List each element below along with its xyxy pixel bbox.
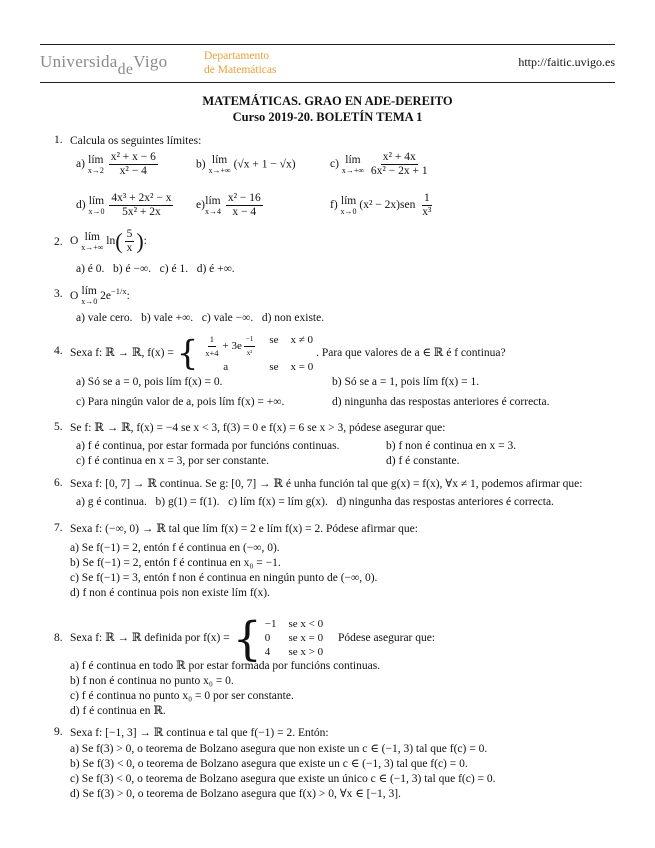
q6-text: Sexa f: [0, 7] → ℝ continua. Se g: [0, 7] → ℝ é unha función tal que g(x) = f(x), ∀x ≠ 1, podemos afirmar que: [70,478,583,490]
q1-a: a) lím x→2 $\frac{\text{x² + x − 6}}{\text{x² − 4}}$ [76,151,156,177]
q6-number: 6. [54,477,63,489]
q5-option-b: b) f non é continua en x = 3. [386,440,517,452]
q1-c: c) lím x→+∞ $\frac{\text{x² + 4x}}{\text{6x² − 2x + 1}}$ [330,151,428,177]
q7-text: Sexa f: (−∞, 0) → ℝ tal que lím f(x) = 2 e lím f(x) = 2. Pódese afirmar que: [70,523,418,535]
page-subtitle: Curso 2019-20. BOLETÍN TEMA 1 [232,110,423,124]
q9-option-d: d) Se f(3) > 0, o teorema de Bolzano asegura que f(x) > 0, ∀x ∈ [−1, 3]. [70,788,401,800]
q7-option-a: a) Se f(−1) = 2, entón f é continua en (−∞, 0). [70,542,280,554]
q7-option-c: c) Se f(−1) = 3, entón f non é continua en ningún punto de (−∞, 0). [70,572,378,584]
q2-options: a) é 0. b) é −∞. c) é 1. d) é +∞. [76,263,235,275]
q7-option-d: d) f non é continua pois non existe lím f(x). [70,587,270,599]
q7-number: 7. [54,522,63,534]
page-title: MATEMÁTICAS. GRAO EN ADE-DEREITO [202,94,453,108]
q4-option-a: a) Só se a = 0, pois lím f(x) = 0. [76,376,223,388]
q4-option-c: c) Para ningún valor de a, pois lím f(x) = +∞. [76,396,285,408]
q8-number: 8. [54,632,63,644]
header-top-rule [40,44,615,45]
q3-options: a) vale cero. b) vale +∞. c) vale −∞. d) non existe. [76,312,325,324]
university-logo: UniversidadeVigo [40,52,168,78]
q9-option-c: c) Se f(3) < 0, o teorema de Bolzano asegura que existe un único c ∈ (−1, 3) tal que f(c) = 0. [70,773,496,785]
q6-options: a) g é continua. b) g(1) = f(1). c) lím f(x) = lím g(x). d) ningunha das respostas anteriores é correcta. [76,496,554,508]
q7-option-b: b) Se f(−1) = 2, entón f é continua en x₀ = −1. [70,557,281,569]
q5-text: Se f: ℝ → ℝ, f(x) = −4 se x < 3, f(3) = 0 e f(x) = 6 se x > 3, pódese asegurar que: [70,422,446,434]
q1-f: f) lím x→0 (x² − 2x)sen $\frac{1}{\text{x³}}$ [330,192,432,218]
q9-option-b: b) Se f(3) < 0, o teorema de Bolzano asegura que existe un c ∈ (−1, 3) tal que f(c) = 0. [70,758,468,770]
faitic-url[interactable]: http://faitic.uvigo.es [518,55,615,69]
q2-number: 2. [54,236,63,248]
q8-option-d: d) f é continua en ℝ. [70,705,166,717]
q8-option-a: a) f é continua en todo ℝ por estar formada por funcións continuas. [70,660,381,672]
q2-text: O lím x→+∞ ln( $\frac{5}{x}$ ): [70,228,147,254]
q1-d: d) lím x→0 $\frac{\text{4x³ + 2x² − x}}{\text{5x² + 2x}}$ [76,192,172,218]
q9-text: Sexa f: [−1, 3] → ℝ continua e tal que f(−1) = 2. Entón: [70,727,329,739]
q1-number: 1. [54,134,63,146]
department-name: Departamento de Matemáticas [204,50,277,76]
q8-option-c: c) f é continua no punto x₀ = 0 por ser constante. [70,690,294,702]
q3-number: 3. [54,288,63,300]
q4-option-b: b) Só se a = 1, pois lím f(x) = 1. [332,376,480,388]
q1-text: Calcula os seguintes límites: [70,135,202,147]
q8-text: Sexa f: ℝ → ℝ definida por f(x) = { −1 se x < 0 0 se x = 0 4 se x > 0 Pódese asegurar que: [70,611,436,666]
q9-option-a: a) Se f(3) > 0, o teorema de Bolzano asegura que non existe un c ∈ (−1, 3) tal que f(c) = 0. [70,743,488,755]
header-bottom-rule [40,82,615,83]
q1-e: e) lím x→4 $\frac{\text{x² − 16}}{x - 4}$ [196,192,261,218]
q4-number: 4. [54,345,63,357]
q5-number: 5. [54,421,63,433]
q4-text: Sexa f: ℝ → ℝ, f(x) = { $\frac{1}{x+4}$ + 3e $\frac{-1}{\text{x²}}$ se x ≠ 0 a se x = 0 . Para que valores de a ∈ ℝ é f continua? [70,333,506,374]
q1-b: b) lím x→+∞ (√x + 1 − √x) [196,154,296,175]
q4-option-d: d) ningunha das respostas anteriores é correcta. [332,396,550,408]
q8-option-b: b) f non é continua no punto x₀ = 0. [70,675,234,687]
q3-text: O lím x→0 $2e^{-1/x}$: [70,285,130,307]
q5-option-c: c) f é continua en x = 3, por ser constante. [76,455,269,467]
q5-option-d: d) f é constante. [386,455,460,467]
q9-number: 9. [54,726,63,738]
q5-option-a: a) f é continua, por estar formada por funcións continuas. [76,440,340,452]
